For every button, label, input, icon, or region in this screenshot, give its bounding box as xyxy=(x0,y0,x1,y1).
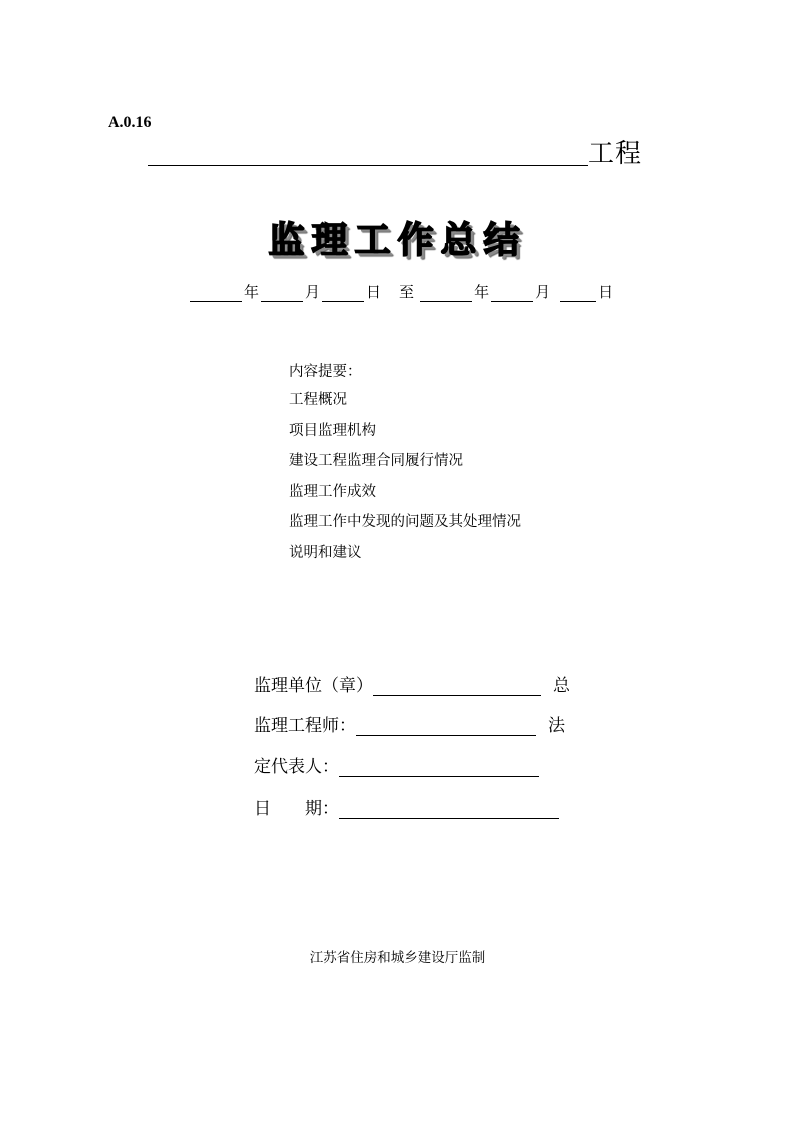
summary-item: 工程概况 xyxy=(289,392,347,408)
summary-item: 监理工作成效 xyxy=(289,483,376,500)
start-day-blank[interactable] xyxy=(322,284,364,302)
end-day-blank[interactable] xyxy=(560,284,596,302)
start-month-blank[interactable] xyxy=(261,284,303,302)
legal-representative-blank[interactable] xyxy=(339,756,539,777)
end-year-blank[interactable] xyxy=(420,284,472,302)
end-month-blank[interactable] xyxy=(491,284,533,302)
content-summary xyxy=(289,362,521,573)
legal-representative-label: 定代表人： xyxy=(254,757,339,777)
chief-engineer-tail: 法 xyxy=(548,716,565,736)
form-code: A.0.16 xyxy=(108,114,152,131)
project-name-blank[interactable] xyxy=(148,165,588,166)
signature-row-engineer xyxy=(254,711,565,736)
chief-engineer-blank[interactable] xyxy=(356,715,536,736)
chief-engineer-label: 监理工程师： xyxy=(254,716,356,736)
document-title: 监理工作总结 xyxy=(268,219,527,261)
end-day-unit: 日 xyxy=(598,283,614,301)
date-range xyxy=(190,281,615,302)
summary-item: 项目监理机构 xyxy=(289,422,376,439)
summary-item: 建设工程监理合同履行情况 xyxy=(289,453,463,469)
supervision-unit-blank[interactable] xyxy=(373,675,541,696)
end-year-unit: 年 xyxy=(474,283,490,301)
end-month-unit: 月 xyxy=(535,283,551,301)
signature-row-date xyxy=(254,794,559,819)
summary-heading: 内容提要： xyxy=(289,364,362,380)
start-year-unit: 年 xyxy=(244,283,260,301)
signature-row-representative xyxy=(254,752,539,777)
supervision-unit-tail: 总 xyxy=(553,676,570,696)
date-label: 日 期： xyxy=(254,799,339,819)
summary-item: 监理工作中发现的问题及其处理情况 xyxy=(289,514,521,530)
issuer-footer: 江苏省住房和城乡建设厅监制 xyxy=(309,950,486,966)
start-month-unit: 月 xyxy=(305,283,321,301)
start-year-blank[interactable] xyxy=(190,284,242,302)
supervision-unit-label: 监理单位（章） xyxy=(254,676,373,696)
summary-item: 说明和建议 xyxy=(289,544,362,561)
date-blank[interactable] xyxy=(339,798,559,819)
project-suffix: 工程 xyxy=(588,139,643,169)
start-day-unit: 日 xyxy=(366,283,382,301)
signature-row-unit xyxy=(254,671,570,696)
date-range-to: 至 xyxy=(399,283,415,301)
